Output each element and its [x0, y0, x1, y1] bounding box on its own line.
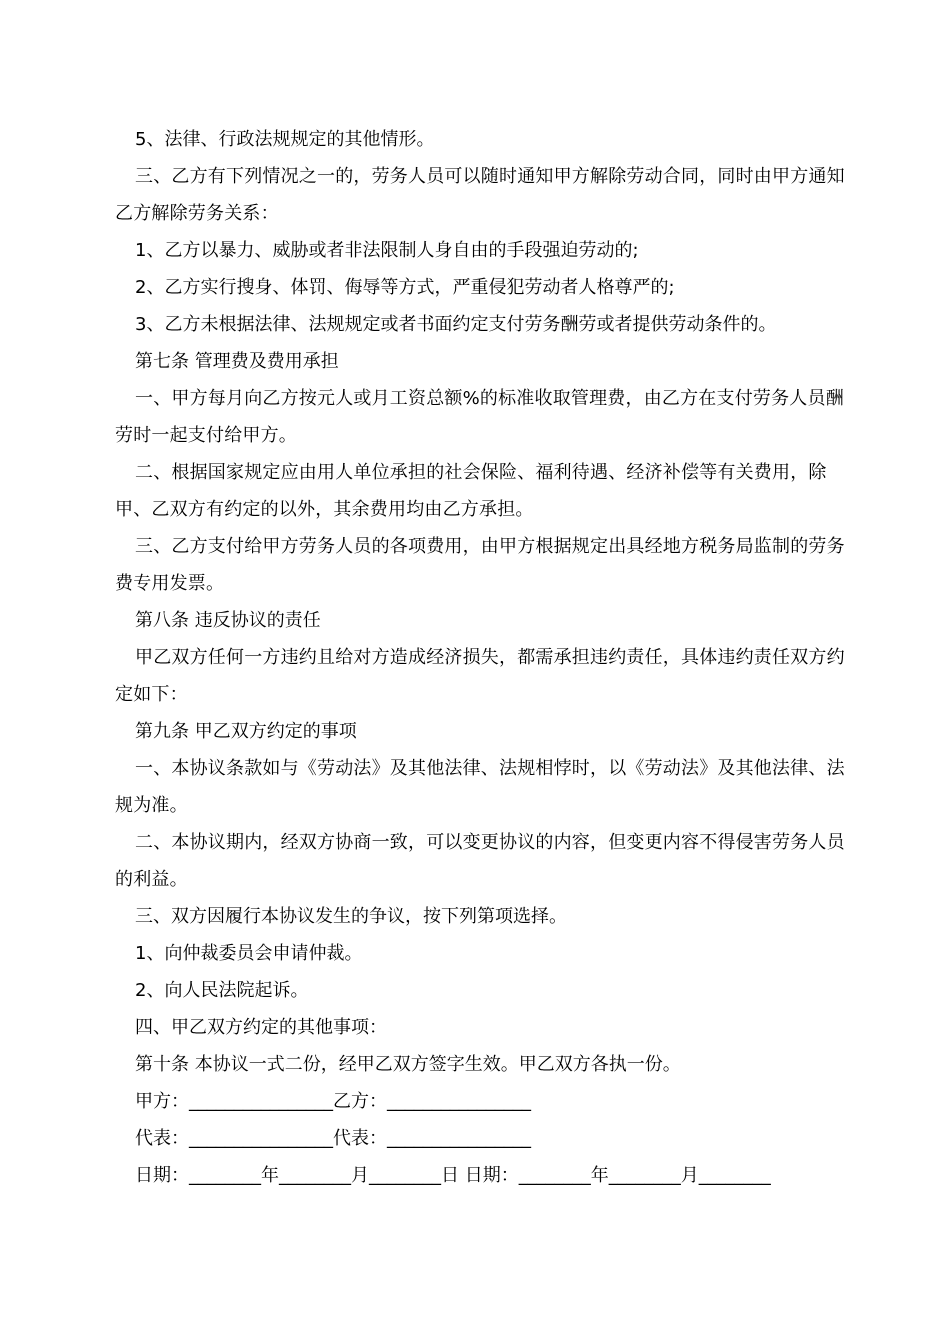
signature-line-date: 日期：________年________月________日 日期：________年________月________: [135, 1165, 771, 1186]
clause-line: 5、法律、行政法规规定的其他情形。: [135, 129, 435, 150]
clause-line: 1、向仲裁委员会申请仲裁。: [135, 943, 363, 964]
clause-line: 3、乙方未根据法律、法规规定或者书面约定支付劳务酬劳或者提供劳动条件的。: [135, 314, 777, 335]
clause-line: 2、乙方实行搜身、体罚、侮辱等方式，严重侵犯劳动者人格尊严的;: [135, 277, 675, 298]
article-heading: 第七条 管理费及费用承担: [135, 351, 339, 372]
article-heading: 第九条 甲乙双方约定的事项: [135, 721, 357, 742]
clause-line: 2、向人民法院起诉。: [135, 980, 309, 1001]
clause-line: 三、双方因履行本协议发生的争议，按下列第项选择。: [135, 906, 567, 927]
signature-line-party: 甲方：________________乙方：________________: [135, 1091, 531, 1112]
clause-line: 1、乙方以暴力、威胁或者非法限制人身自由的手段强迫劳动的;: [135, 240, 639, 261]
clause-paragraph: 三、乙方支付给甲方劳务人员的各项费用，由甲方根据规定出具经地方税务局监制的劳务费专用发票。: [115, 536, 845, 594]
document-body: [115, 121, 851, 1194]
article-heading: 第十条 本协议一式二份，经甲乙双方签字生效。甲乙双方各执一份。: [135, 1054, 681, 1075]
article-heading: 第八条 违反协议的责任: [135, 610, 321, 631]
signature-line-representative: 代表：________________代表：________________: [135, 1128, 531, 1149]
clause-line: 四、甲乙双方约定的其他事项：: [135, 1017, 387, 1038]
clause-paragraph: 二、本协议期内，经双方协商一致，可以变更协议的内容，但变更内容不得侵害劳务人员的利益。: [115, 832, 845, 890]
clause-paragraph: 一、本协议条款如与《劳动法》及其他法律、法规相悖时，以《劳动法》及其他法律、法规为准。: [115, 758, 845, 816]
clause-paragraph: 三、乙方有下列情况之一的，劳务人员可以随时通知甲方解除劳动合同，同时由甲方通知乙方解除劳务关系：: [115, 166, 845, 224]
clause-paragraph: 二、根据国家规定应由用人单位承担的社会保险、福利待遇、经济补偿等有关费用，除甲、乙双方有约定的以外，其余费用均由乙方承担。: [115, 462, 827, 520]
clause-paragraph: 甲乙双方任何一方违约且给对方造成经济损失，都需承担违约责任，具体违约责任双方约定如下：: [115, 647, 845, 705]
clause-paragraph: 一、甲方每月向乙方按元人或月工资总额%的标准收取管理费，由乙方在支付劳务人员酬劳时一起支付给甲方。: [115, 388, 844, 446]
